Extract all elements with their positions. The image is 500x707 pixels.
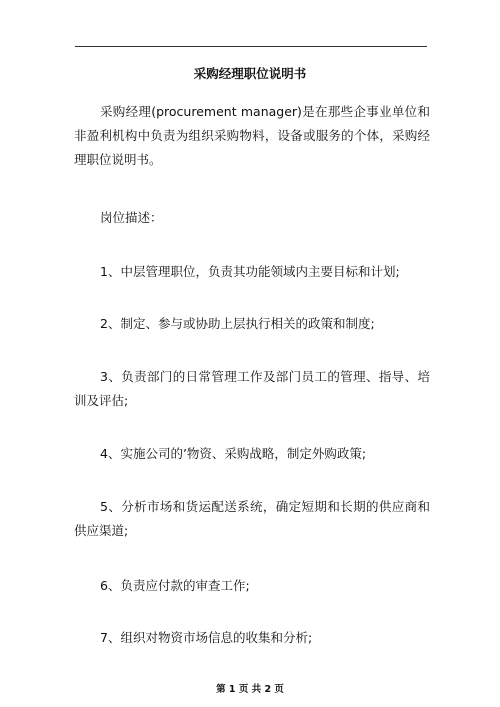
duty-item-2: 2、制定、参与或协助上层执行相关的政策和制度; — [100, 316, 375, 331]
header-rule — [75, 46, 427, 47]
duty-item-4: 4、实施公司的’物资、采购战略，制定外购政策; — [100, 446, 367, 461]
duty-item-5: 5、分析市场和货运配送系统，确定短期和长期的供应商和供应渠道; — [74, 499, 430, 538]
duty-item-6: 6、负责应付款的审查工作; — [100, 578, 250, 593]
duty-item-7: 7、组织对物资市场信息的收集和分析; — [100, 630, 313, 645]
page-number-footer: 第 1 页 共 2 页 — [216, 684, 284, 695]
duty-item-1: 1、中层管理职位，负责其功能领域内主要目标和计划; — [100, 264, 400, 279]
intro-paragraph: 采购经理(procurement manager)是在那些企事业单位和非盈利机构中负责为组织采购物料，设备或服务的个体，采购经理职位说明书。 — [74, 104, 430, 167]
duty-item-3: 3、负责部门的日常管理工作及部门员工的管理、指导、培训及评估; — [74, 369, 430, 408]
document-title: 采购经理职位说明书 — [193, 66, 307, 81]
section-heading: 岗位描述： — [100, 210, 163, 225]
